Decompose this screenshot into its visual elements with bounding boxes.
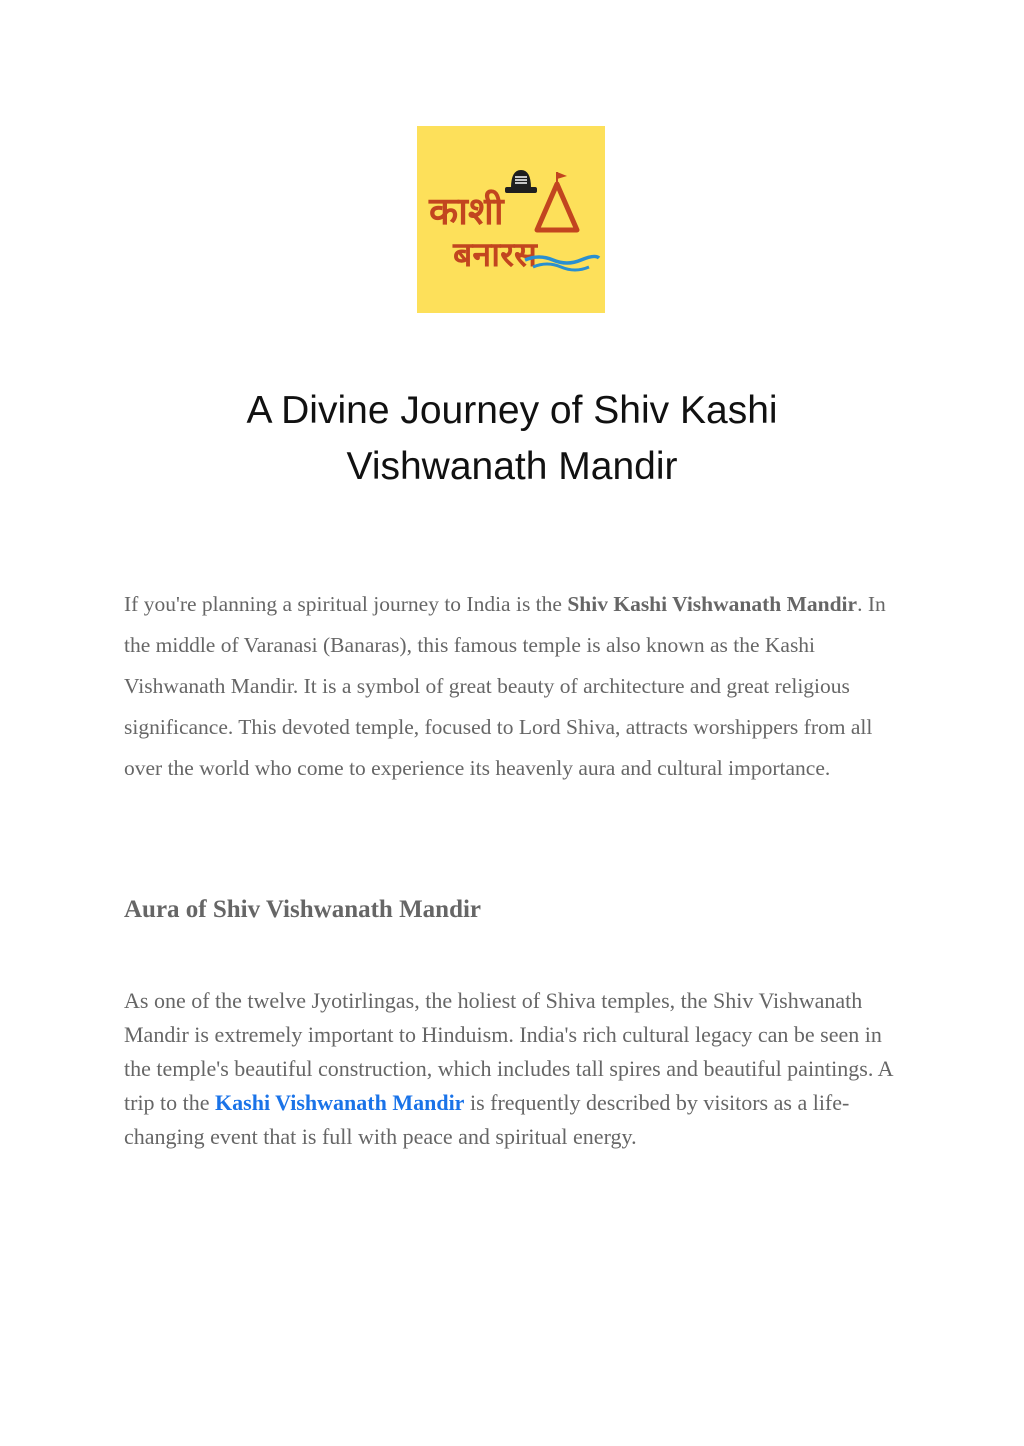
shivling-icon — [505, 170, 537, 193]
temple-icon — [537, 172, 577, 230]
intro-text-after: . In the middle of Varanasi (Banaras), this famous temple is also known as the Kashi Vishwanath Mandir. It is a symbol of great beauty of architecture and great religious significance. This devoted temple, focused to Lord Shiva, attracts worshippers from all over the world who come to experience its heavenly aura and cultural importance. — [124, 592, 886, 780]
intro-text-before: If you're planning a spiritual journey to India is the — [124, 592, 568, 616]
logo-line2: बनारस — [453, 235, 537, 275]
page-title — [0, 383, 1024, 495]
intro-paragraph — [124, 584, 914, 789]
title-line1: A Divine Journey of Shiv Kashi — [246, 389, 778, 432]
intro-bold-term: Shiv Kashi Vishwanath Mandir — [567, 592, 858, 616]
section-text-before: As one of the twelve Jyotirlingas, the holiest of Shiva temples, the Shiv Vishwanath Mandir is extremely important to Hinduism. India's rich cultural legacy can be seen in the temple's beautiful construction, which includes tall spires and beautiful paintings. A trip to the — [124, 988, 893, 1115]
section-text-after: is frequently described by visitors as a life-changing event that is full with peace and spiritual energy. — [124, 1090, 850, 1149]
title-line2: Vishwanath Mandir — [346, 445, 678, 488]
kashi-banaras-logo — [417, 126, 605, 313]
section-heading: Aura of Shiv Vishwanath Mandir — [124, 896, 482, 923]
section-paragraph — [124, 984, 914, 1154]
logo-line1: काशी — [429, 189, 504, 233]
kashi-vishwanath-link[interactable]: Kashi Vishwanath Mandir — [215, 1090, 465, 1115]
